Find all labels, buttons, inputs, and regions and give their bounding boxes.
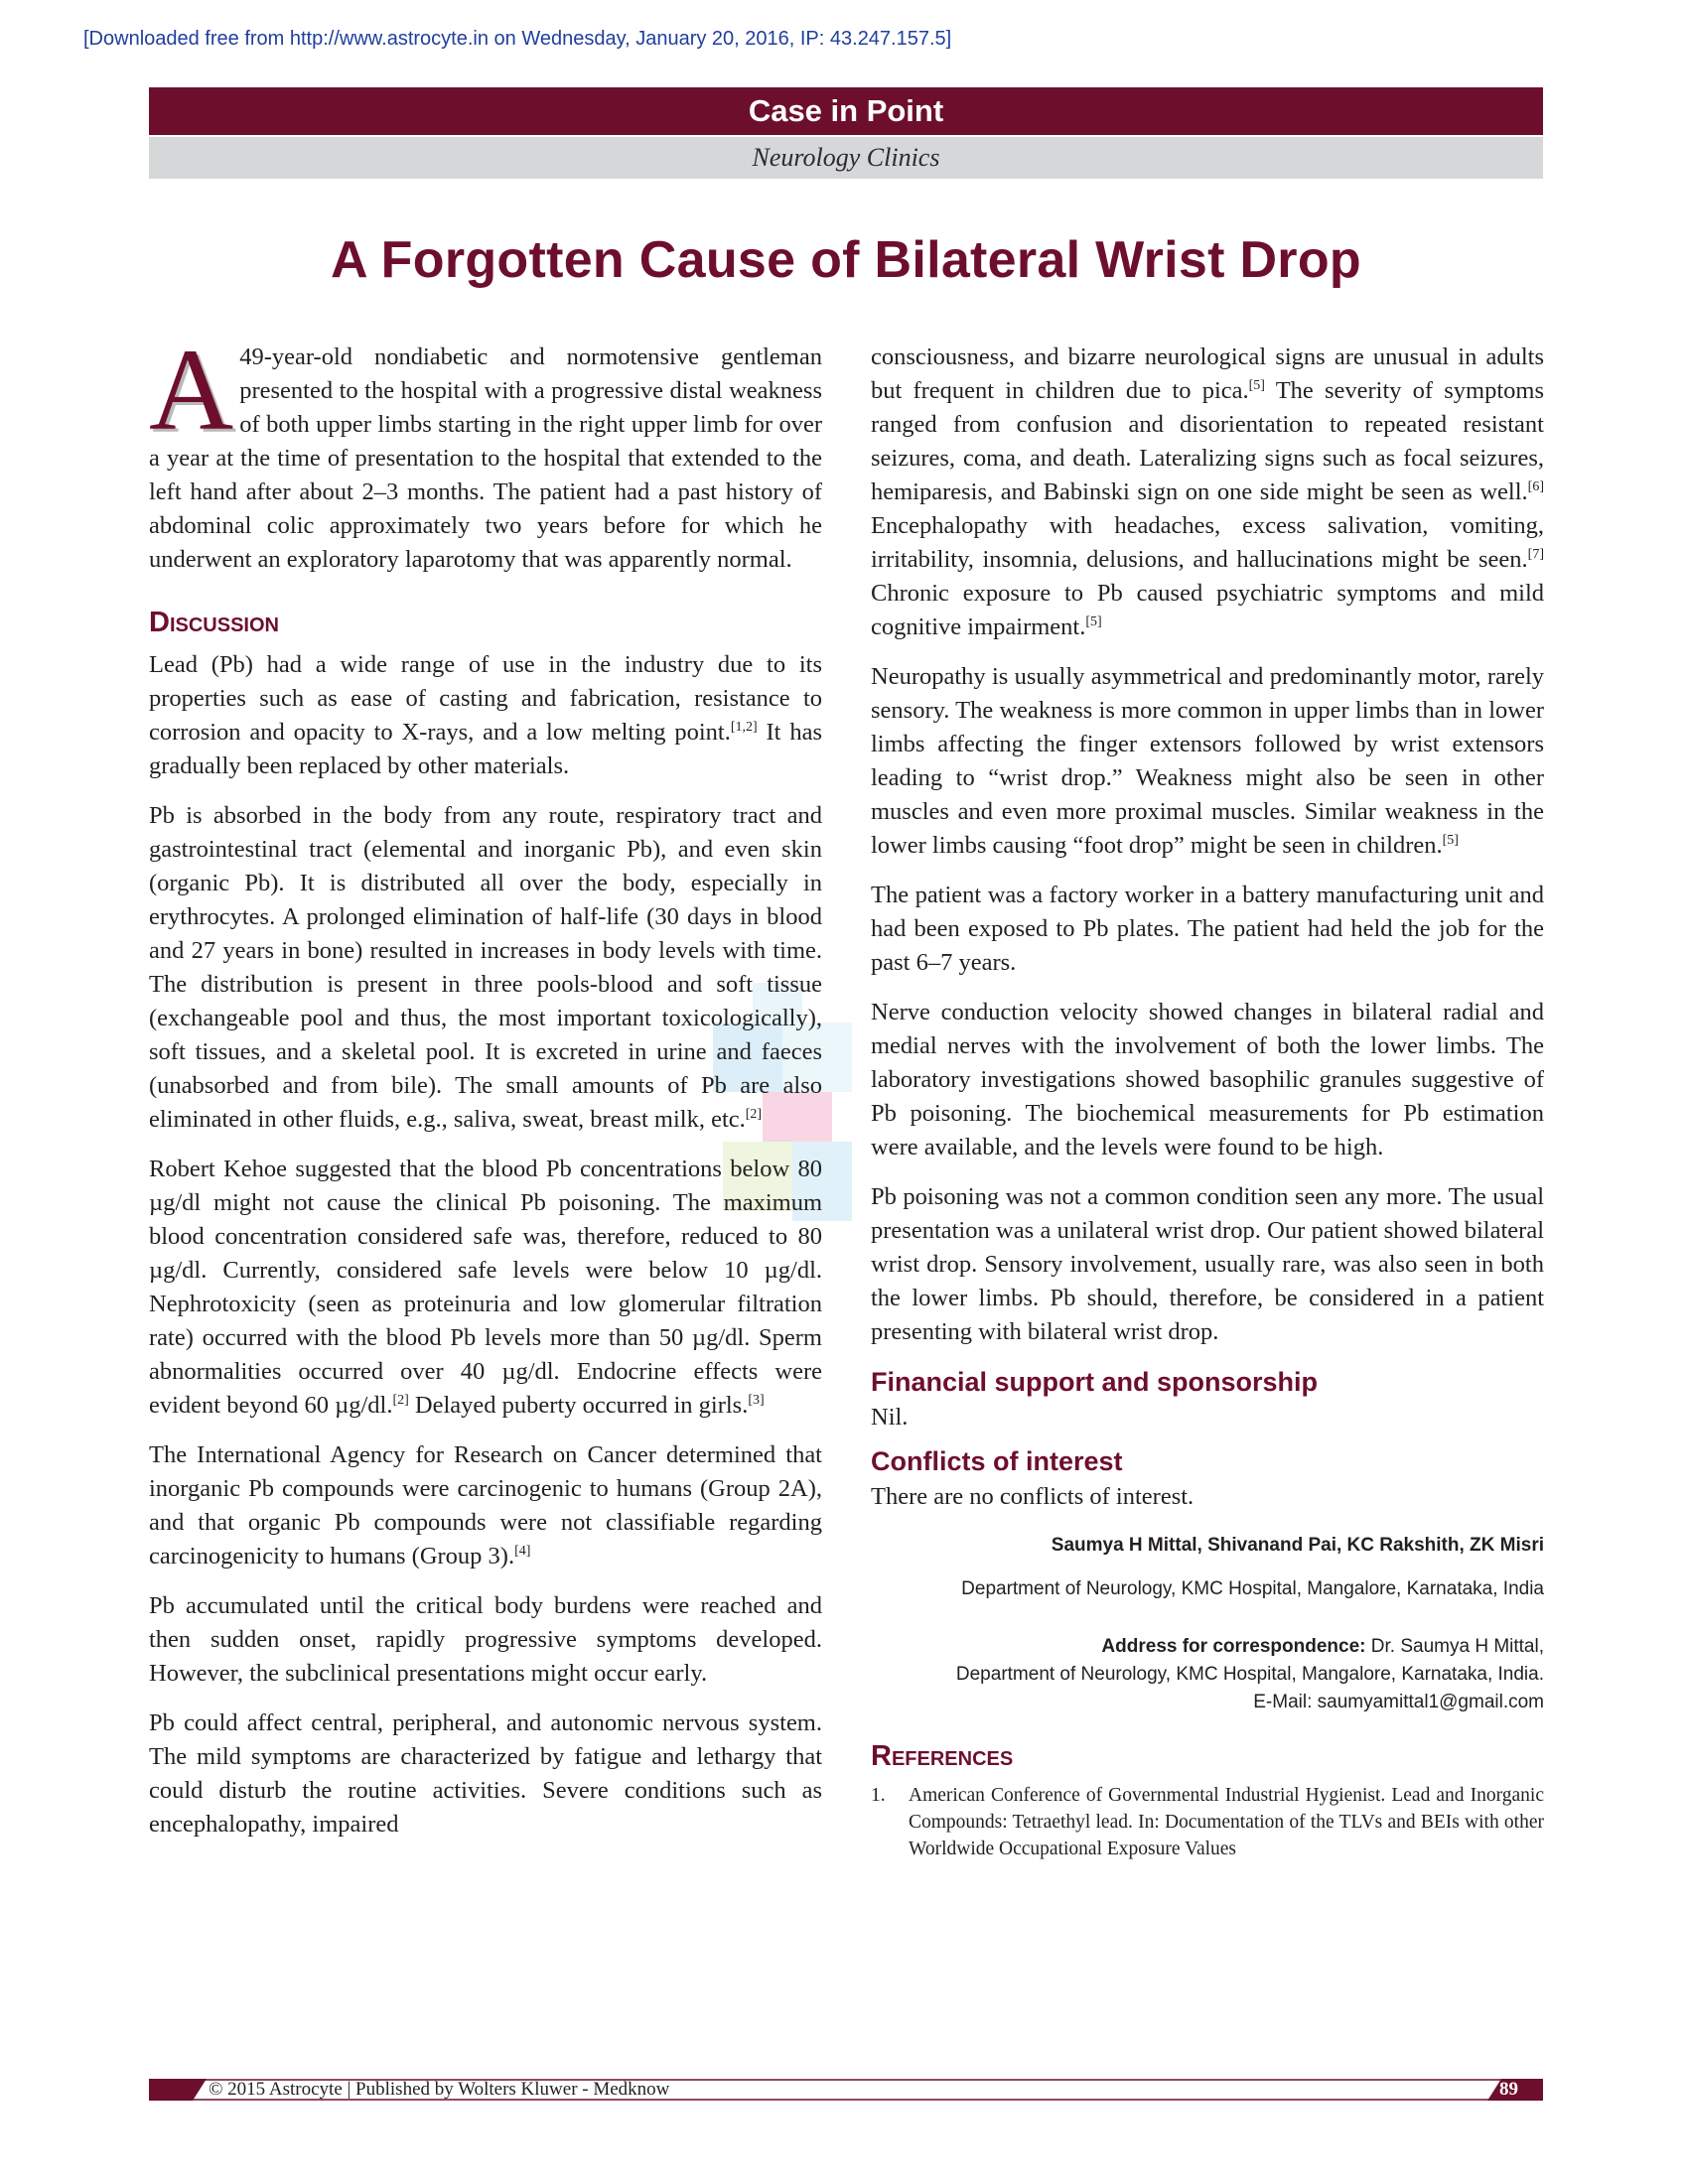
- affiliation: Department of Neurology, KMC Hospital, Mangalore, Karnataka, India: [961, 1578, 1544, 1599]
- paragraph: Pb poisoning was not a common condition seen any more. The usual presentation was a unilateral wrist drop. Our patient showed bilateral wrist drop. Sensory involvement, usually rare, was also seen in both the lower limbs. Pb should, therefore, be considered in a patient presenting with bilateral wrist drop.: [871, 1183, 1544, 1345]
- citation[interactable]: [7]: [1527, 546, 1544, 562]
- right-column: [871, 341, 1544, 1862]
- author-block: [871, 1532, 1544, 1716]
- citation[interactable]: [4]: [514, 1543, 531, 1559]
- left-column: [149, 325, 822, 1857]
- paragraph: Pb could affect central, peripheral, and autonomic nervous system. The mild symptoms are characterized by fatigue and lethargy that could disturb the routine activities. Severe conditions such as encephalopathy, impaired: [149, 1709, 822, 1838]
- correspondence-address: Department of Neurology, KMC Hospital, Mangalore, Karnataka, India.: [955, 1664, 1544, 1685]
- footer-copyright: © 2015 Astrocyte | Published by Wolters Kluwer - Medknow: [209, 2079, 670, 2100]
- reference-list: [871, 1782, 1544, 1862]
- download-notice: [Downloaded free from http://www.astrocyte.in on Wednesday, January 20, 2016, IP: 43.247.157.5]: [83, 28, 952, 50]
- citation[interactable]: [6]: [1527, 478, 1544, 494]
- citation[interactable]: [1,2]: [730, 719, 758, 735]
- paragraph: The International Agency for Research on Cancer determined that inorganic Pb compounds were carcinogenic to humans (Group 2A), and that organic Pb compounds were not classifiable regarding carcinogenicity to humans (Group 3).[4]: [149, 1441, 822, 1570]
- conflicts-text: There are no conflicts of interest.: [871, 1483, 1195, 1510]
- drop-cap: A: [149, 325, 234, 455]
- correspondence-email[interactable]: E-Mail: saumyamittal1@gmail.com: [1253, 1692, 1544, 1712]
- paragraph: Neuropathy is usually asymmetrical and predominantly motor, rarely sensory. The weakness is more common in upper limbs than in lower limbs affecting the finger extensors followed by wrist extensors leading to “wrist drop.” Weakness might also be seen in other muscles and even more proximal muscles. Similar weakness in the lower limbs causing “foot drop” might be seen in children.[5]: [871, 663, 1544, 859]
- financial-heading: Financial support and sponsorship: [871, 1367, 1319, 1397]
- conflicts-heading: Conflicts of interest: [871, 1446, 1123, 1476]
- paragraph: Pb is absorbed in the body from any route, respiratory tract and gastrointestinal tract (elemental and inorganic Pb), and even skin (organic Pb). It is distributed all over the body, especially in erythrocytes. A prolonged elimination of half-life (30 days in blood and 27 years in bone) resulted in increases in body levels with time. The distribution is present in three pools-blood and soft tissue (exchangeable pool and thus, the most important toxicologically), soft tissues, and a skeletal pool. It is excreted in urine and faeces (unabsorbed and from bile). The small amounts of Pb are also eliminated in other fluids, e.g., saliva, sweat, breast milk, etc.[2]: [149, 802, 822, 1133]
- intro-paragraph: A 49-year-old nondiabetic and normotensive gentleman presented to the hospital with a progressive distal weakness of both upper limbs starting in the right upper limb for over a year at the time of presentation to the hospital that extended to the left hand after about 2–3 months. The patient had a past history of abdominal colic approximately two years before for which he underwent an exploratory laparotomy that was apparently normal.: [149, 325, 822, 573]
- correspondence-label: Address for correspondence:: [1101, 1636, 1366, 1657]
- correspondence: Address for correspondence: Dr. Saumya H Mittal,: [1101, 1636, 1544, 1657]
- paragraph: Nerve conduction velocity showed changes in bilateral radial and medial nerves with the involvement of both the lower limbs. The laboratory investigations showed basophilic granules suggestive of Pb poisoning. The biochemical measurements for Pb estimation were available, and the levels were found to be high.: [871, 999, 1544, 1160]
- paragraph: Robert Kehoe suggested that the blood Pb concentrations below 80 µg/dl might not cause the clinical Pb poisoning. The maximum blood concentration considered safe was, therefore, reduced to 80 µg/dl. Currently, considered safe levels were below 10 µg/dl. Nephrotoxicity (seen as proteinuria and low glomerular filtration rate) occurred with the blood Pb levels more than 50 µg/dl. Sperm abnormalities occurred over 40 µg/dl. Endocrine effects were evident beyond 60 µg/dl.[2] Delayed puberty occurred in girls.[3]: [149, 1156, 822, 1419]
- paragraph: Lead (Pb) had a wide range of use in the industry due to its properties such as ease of casting and fabrication, resistance to corrosion and opacity to X-rays, and a low melting point.[1,2] It has gradually been replaced by other materials.: [149, 651, 822, 779]
- section-subheader: Neurology Clinics: [149, 137, 1543, 179]
- discussion-heading: Discussion: [149, 607, 279, 638]
- paragraph: consciousness, and bizarre neurological signs are unusual in adults but frequent in children due to pica.[5] The severity of symptoms ranged from confusion and disorientation to repeated resistant seizures, coma, and death. Lateralizing signs such as focal seizures, hemiparesis, and Babinski sign on one side might be seen as well.[6] Encephalopathy with headaches, excess salivation, vomiting, irritability, insomnia, delusions, and hallucinations might be seen.[7] Chronic exposure to Pb caused psychiatric symptoms and mild cognitive impairment.[5]: [871, 343, 1544, 640]
- reference-item: 1. American Conference of Governmental Industrial Hygienist. Lead and Inorganic Compounds: Tetraethyl lead. In: Documentation of the TLVs and BEIs with other Worldwide Occupational Exposure Values: [871, 1785, 1544, 1859]
- citation[interactable]: [3]: [748, 1392, 765, 1408]
- paragraph: Pb accumulated until the critical body burdens were reached and then sudden onset, rapidly progressive symptoms developed. However, the subclinical presentations might occur early.: [149, 1592, 822, 1687]
- citation[interactable]: [5]: [1085, 614, 1102, 629]
- article-title: A Forgotten Cause of Bilateral Wrist Drop: [331, 231, 1361, 289]
- paragraph: The patient was a factory worker in a battery manufacturing unit and had been exposed to Pb plates. The patient had held the job for the past 6–7 years.: [871, 882, 1544, 976]
- citation[interactable]: [2]: [745, 1106, 763, 1122]
- financial-text: Nil.: [871, 1404, 909, 1431]
- citation[interactable]: [5]: [1248, 377, 1265, 393]
- citation[interactable]: [2]: [392, 1392, 409, 1408]
- references-heading: References: [871, 1740, 1014, 1772]
- citation[interactable]: [5]: [1442, 832, 1459, 848]
- section-header: Case in Point: [149, 87, 1543, 135]
- page-number: 89: [1499, 2079, 1518, 2100]
- author-names: Saumya H Mittal, Shivanand Pai, KC Rakshith, ZK Misri: [1051, 1535, 1544, 1556]
